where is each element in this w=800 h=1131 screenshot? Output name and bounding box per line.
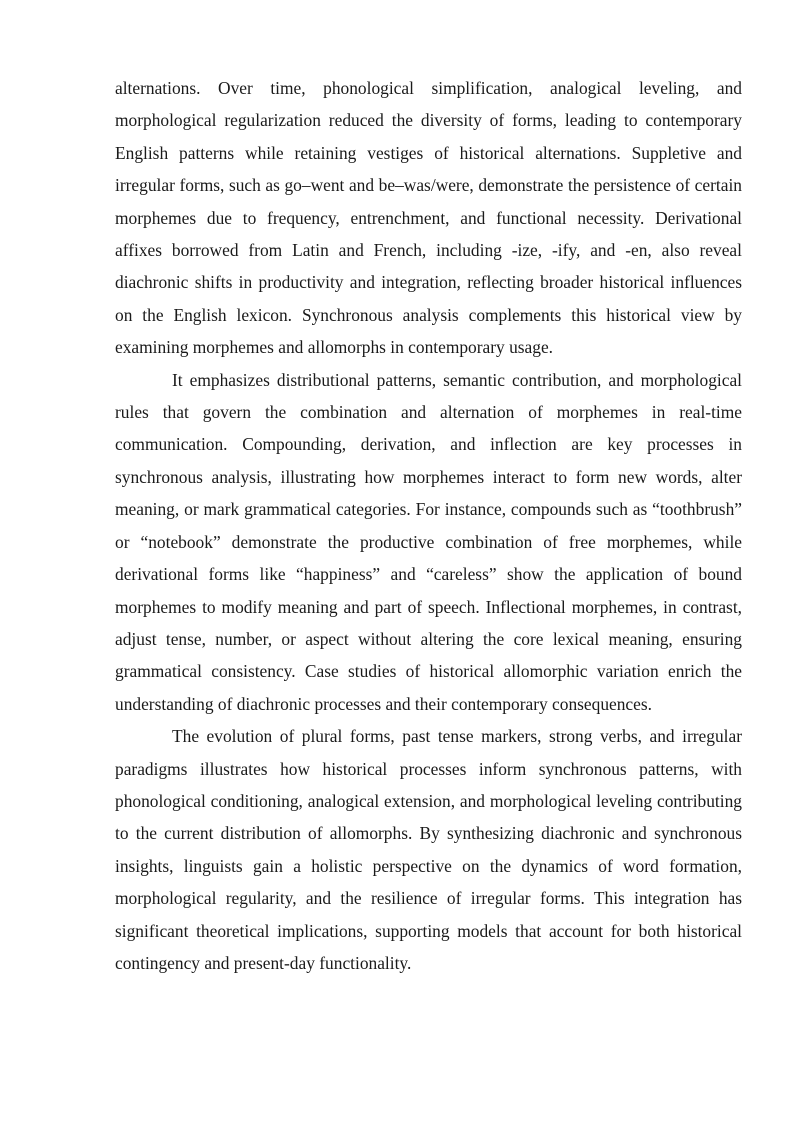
paragraph-continuation: alternations. Over time, phonological simplification, analogical leveling, and morphological regularization reduced the diversity of forms, leading to contemporary English patterns while retaining vestiges of historical alternations. Suppletive and irregular forms, such as go–went and be–was/were, demonstrate the persistence of certain morphemes due to frequency, entrenchment, and functional necessity. Derivational affixes borrowed from Latin and French, including -ize, -ify, and -en, also reveal diachronic shifts in productivity and integration, reflecting broader historical influences on the English lexicon. Synchronous analysis complements this historical view by examining morphemes and allomorphs in contemporary usage. [115, 78, 742, 358]
body-text [115, 72, 742, 979]
paragraph: It emphasizes distributional patterns, semantic contribution, and morphological rules that govern the combination and alternation of morphemes in real-time communication. Compounding, derivation, and inflection are key processes in synchronous analysis, illustrating how morphemes interact to form new words, alter meaning, or mark grammatical categories. For instance, compounds such as “toothbrush” or “notebook” demonstrate the productive combination of free morphemes, while derivational forms like “happiness” and “careless” show the application of bound morphemes to modify meaning and part of speech. Inflectional morphemes, in contrast, adjust tense, number, or aspect without altering the core lexical meaning, ensuring grammatical consistency. Case studies of historical allomorphic variation enrich the understanding of diachronic processes and their contemporary consequences. [115, 369, 742, 714]
paragraph: The evolution of plural forms, past tense markers, strong verbs, and irregular paradigms illustrates how historical processes inform synchronous patterns, with phonological conditioning, analogical extension, and morphological leveling contributing to the current distribution of allomorphs. By synthesizing diachronic and synchronous insights, linguists gain a holistic perspective on the dynamics of word formation, morphological regularity, and the resilience of irregular forms. This integration has significant theoretical implications, supporting models that account for both historical contingency and present-day functionality. [115, 726, 742, 973]
